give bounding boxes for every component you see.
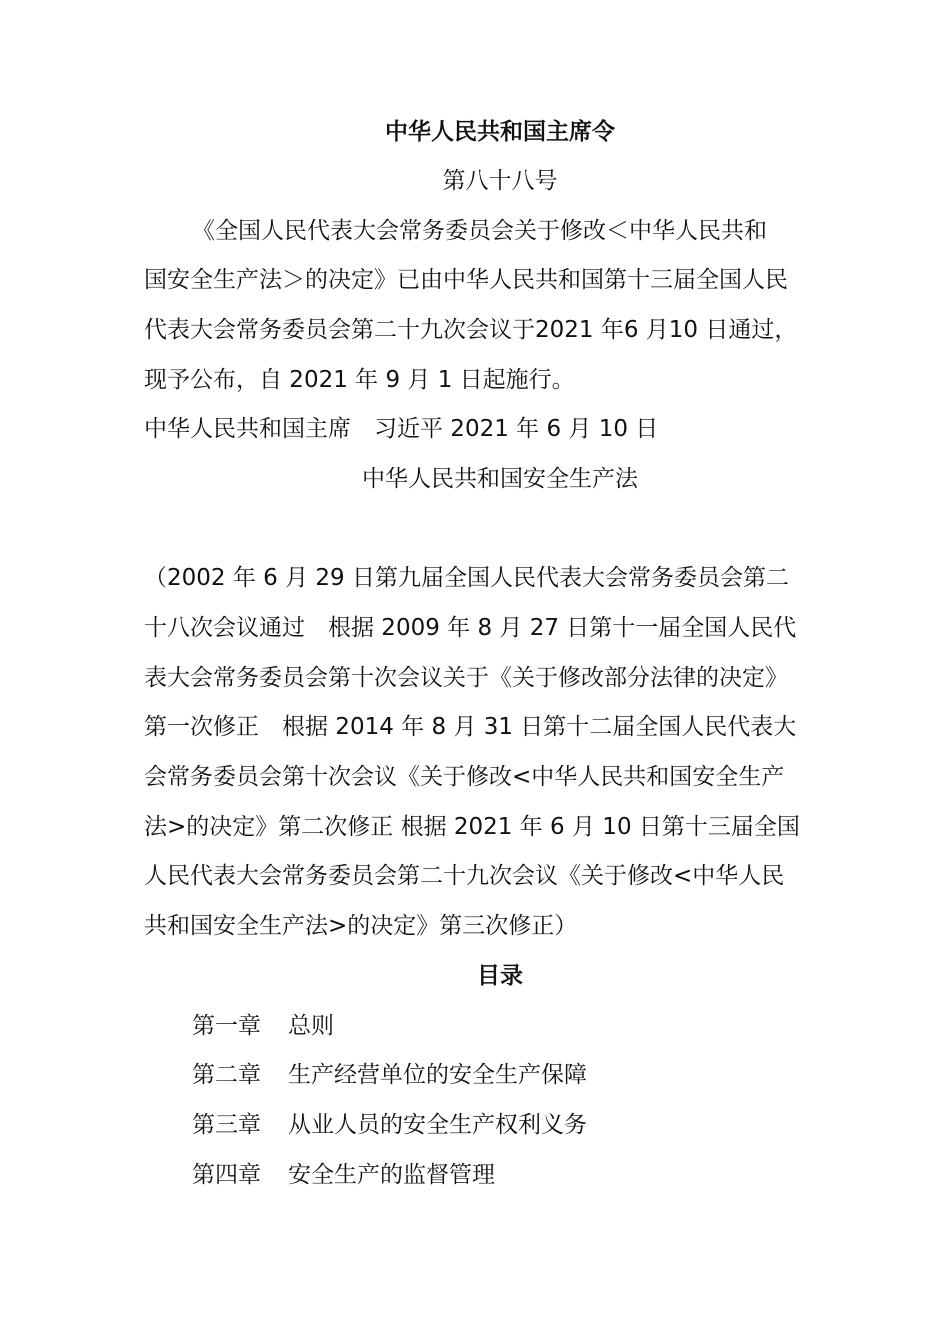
toc-item [192,1011,334,1041]
order-number: 第八十八号 [442,168,558,194]
law-history-line: 共和国安全生产法>的决定》第三次修正） [144,913,578,939]
law-history-line: 十八次会议通过 根据 2009 年 8 月 27 日第十一届全国人民代 [144,615,797,641]
law-title: 中华人民共和国安全生产法 [362,466,638,492]
order-body-line: 现予公布，自 2021 年 9 月 1 日起施行。 [144,367,575,393]
toc-item [192,1110,587,1140]
law-history-line: 会常务委员会第十次会议《关于修改<中华人民共和国安全生产 [144,764,785,790]
law-history-line: 表大会常务委员会第十次会议关于《关于修改部分法律的决定》 [144,665,788,691]
toc-chapter-number: 第一章 [192,1013,261,1039]
toc-chapter-title: 生产经营单位的安全生产保障 [288,1062,587,1088]
toc-chapter-title: 从业人员的安全生产权利义务 [288,1112,587,1138]
order-title: 中华人民共和国主席令 [385,119,615,145]
law-history-line: （2002 年 6 月 29 日第九届全国人民代表大会常务委员会第二 [144,565,789,591]
order-signature: 中华人民共和国主席 习近平 2021 年 6 月 10 日 [144,416,659,442]
law-history-line: 第一次修正 根据 2014 年 8 月 31 日第十二届全国人民代表大 [144,714,797,740]
toc-chapter-number: 第三章 [192,1112,261,1138]
law-history-line: 法>的决定》第二次修正 根据 2021 年 6 月 10 日第十三届全国 [144,814,800,840]
toc-item [192,1060,587,1090]
toc-chapter-title: 总则 [288,1013,334,1039]
toc-chapter-title: 安全生产的监督管理 [288,1162,495,1188]
toc-item [192,1160,495,1190]
order-body-line: 代表大会常务委员会第二十九次会议于2021 年6 月10 日通过， [144,317,798,343]
toc-chapter-number: 第四章 [192,1162,261,1188]
toc-chapter-number: 第二章 [192,1062,261,1088]
law-history-line: 人民代表大会常务委员会第二十九次会议《关于修改<中华人民 [144,863,785,889]
toc-heading: 目录 [477,963,523,989]
order-body-line: 《全国人民代表大会常务委员会关于修改＜中华人民共和 [192,218,767,244]
order-body-line: 国安全生产法＞的决定》已由中华人民共和国第十三届全国人民 [144,267,788,293]
